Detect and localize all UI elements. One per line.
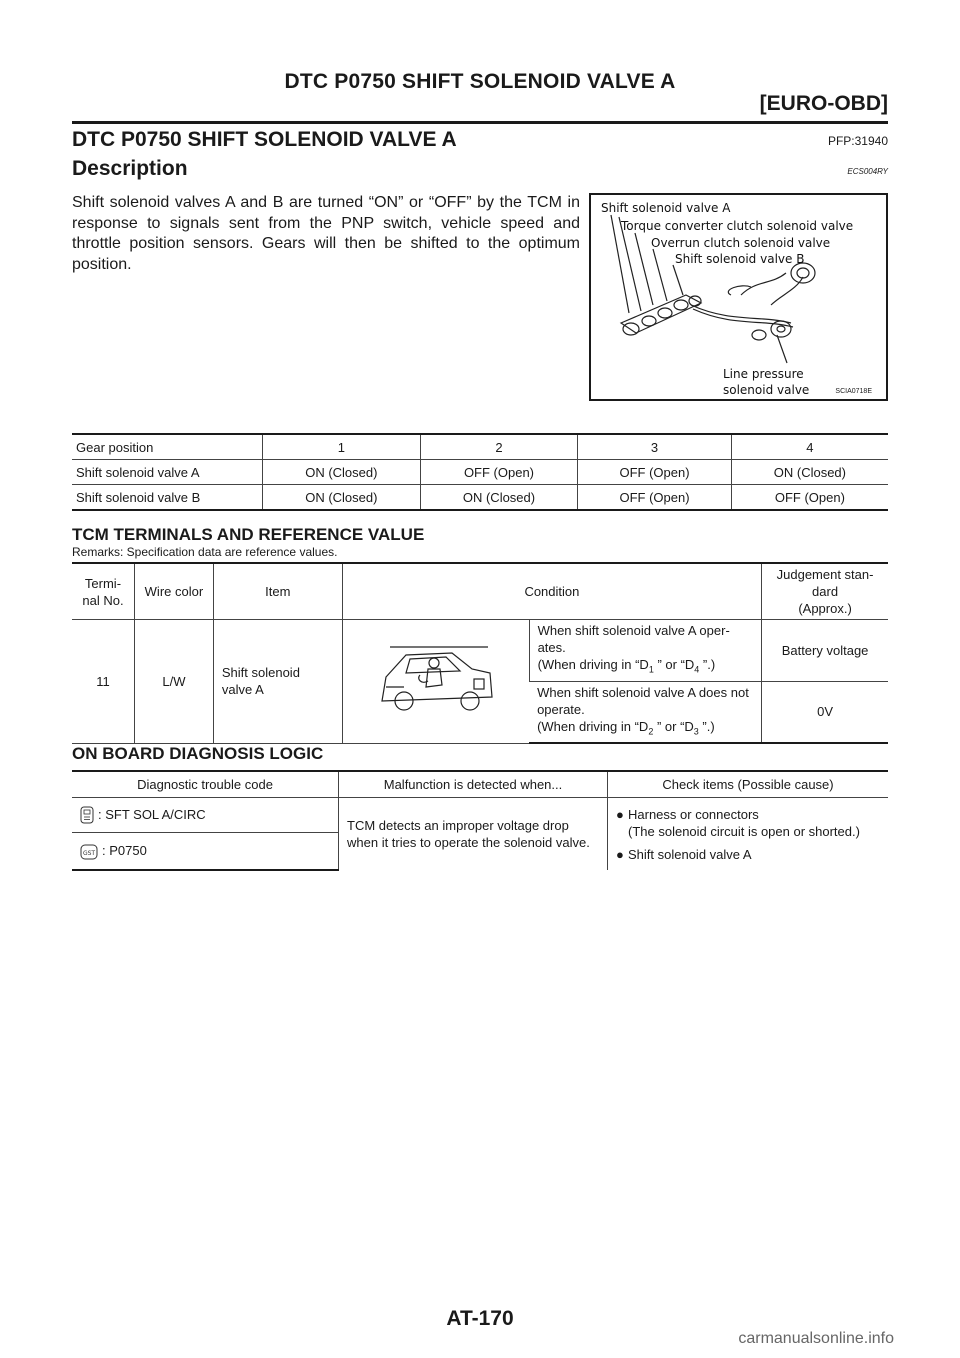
table-row	[72, 798, 888, 833]
gear-subscript: 2	[648, 726, 654, 737]
table-cell: ON (Closed)	[263, 460, 421, 485]
header-check-items: Check items (Possible cause)	[608, 771, 889, 798]
solenoid-figure	[589, 193, 888, 401]
table-header-row	[72, 563, 888, 620]
condition-not-operate	[529, 681, 762, 743]
condition-text: ” or “D	[653, 657, 695, 672]
header-condition: Condition	[342, 563, 761, 620]
gear-subscript: 3	[693, 726, 699, 737]
item-name: Shift solenoid valve A	[213, 620, 342, 744]
consult-tool-icon	[80, 806, 94, 824]
page-number: AT-170	[446, 1307, 514, 1330]
obd-logic-table	[72, 770, 888, 871]
tcm-remarks: Remarks: Specification data are reference values.	[72, 545, 338, 559]
header-judgement: Judgement stan- dard (Approx.)	[762, 563, 888, 620]
figure-label: Overrun clutch solenoid valve	[651, 236, 831, 250]
check-item	[616, 846, 880, 863]
malfunction-text: TCM detects an improper voltage drop when it tries to operate the solenoid valve.	[339, 798, 608, 871]
table-cell: OFF (Open)	[420, 460, 578, 485]
watermark: carmanualsonline.info	[738, 1330, 894, 1347]
gst-icon-label: GST	[82, 849, 96, 857]
figure-label: Shift solenoid valve A	[601, 201, 731, 215]
description-code: ECS004RY	[847, 167, 888, 176]
table-row	[72, 460, 888, 485]
condition-text: ”.)	[699, 657, 716, 672]
gear-subscript: 4	[694, 664, 700, 675]
figure-label: Line pressure	[723, 367, 804, 381]
header-dtc: Diagnostic trouble code	[72, 771, 339, 798]
dtc-gst-code: : P0750	[102, 843, 147, 859]
tcm-terminal-table	[72, 562, 888, 744]
table-cell: Shift solenoid valve B	[72, 485, 263, 511]
table-cell: OFF (Open)	[731, 485, 888, 511]
obd-heading: ON BOARD DIAGNOSIS LOGIC	[72, 744, 324, 763]
table-cell: 4	[731, 434, 888, 460]
table-cell: ON (Closed)	[263, 485, 421, 511]
table-cell: Gear position	[72, 434, 263, 460]
table-cell: Shift solenoid valve A	[72, 460, 263, 485]
header-malfunction: Malfunction is detected when...	[339, 771, 608, 798]
wire-color: L/W	[134, 620, 213, 744]
description-heading: Description	[72, 157, 188, 180]
header-item: Item	[213, 563, 342, 620]
table-cell: 2	[420, 434, 578, 460]
tcm-heading: TCM TERMINALS AND REFERENCE VALUE	[72, 525, 425, 544]
figure-label: solenoid valve	[723, 383, 810, 397]
header-terminal: Termi- nal No.	[72, 563, 134, 620]
table-cell: 3	[578, 434, 731, 460]
condition-text: ” or “D	[653, 718, 694, 734]
table-cell: OFF (Open)	[578, 485, 731, 511]
section-title: DTC P0750 SHIFT SOLENOID VALVE A	[72, 128, 457, 151]
judgement-battery: Battery voltage	[762, 620, 888, 682]
dtc-consult-code: : SFT SOL A/CIRC	[98, 806, 206, 822]
gear-position-table	[72, 433, 888, 511]
gear-subscript: 1	[648, 664, 654, 675]
condition-text: When shift solenoid valve A oper- ates. (When driving in “D	[537, 623, 730, 672]
table-cell: OFF (Open)	[578, 460, 731, 485]
table-cell: ON (Closed)	[731, 460, 888, 485]
running-section: [EURO-OBD]	[759, 92, 888, 115]
check-item-text: Harness or connectors (The solenoid circuit is open or shorted.)	[628, 806, 860, 839]
figure-label: Shift solenoid valve B	[675, 252, 805, 266]
figure-label: Torque converter clutch solenoid valve	[621, 219, 854, 233]
pfp-code: PFP:31940	[827, 134, 888, 148]
table-row	[72, 434, 888, 460]
check-item	[616, 806, 880, 840]
figure-code: SCIA0718E	[835, 388, 872, 395]
dtc-consult-cell	[72, 798, 339, 833]
condition-text: When shift solenoid valve A does not operate. (When driving in “D	[537, 684, 749, 734]
dtc-gst-cell	[72, 833, 339, 871]
running-title: DTC P0750 SHIFT SOLENOID VALVE A	[284, 70, 676, 93]
table-cell: 1	[263, 434, 421, 460]
terminal-number: 11	[72, 620, 134, 744]
check-items-cell	[608, 798, 889, 871]
table-row	[72, 485, 888, 511]
gst-tool-icon	[80, 844, 98, 860]
check-item-text: Shift solenoid valve A	[628, 846, 752, 862]
car-driver-icon	[376, 639, 496, 719]
header-rule	[72, 121, 888, 124]
condition-text: ”.)	[698, 718, 715, 734]
judgement-zero-volt: 0V	[762, 681, 888, 743]
bullet-icon: ●	[616, 806, 624, 822]
condition-operates	[529, 620, 762, 682]
description-body: Shift solenoid valves A and B are turned “ON” or “OFF” by the TCM in response to signals sent from the PNP switch, vehicle speed and throttle position sensors. Gears will then be shifted to the optimum position.	[72, 194, 580, 273]
table-cell: ON (Closed)	[420, 485, 578, 511]
table-header-row	[72, 771, 888, 798]
header-wire-color: Wire color	[134, 563, 213, 620]
table-row	[72, 620, 888, 682]
driving-illustration-cell	[342, 620, 529, 744]
bullet-icon: ●	[616, 846, 624, 862]
